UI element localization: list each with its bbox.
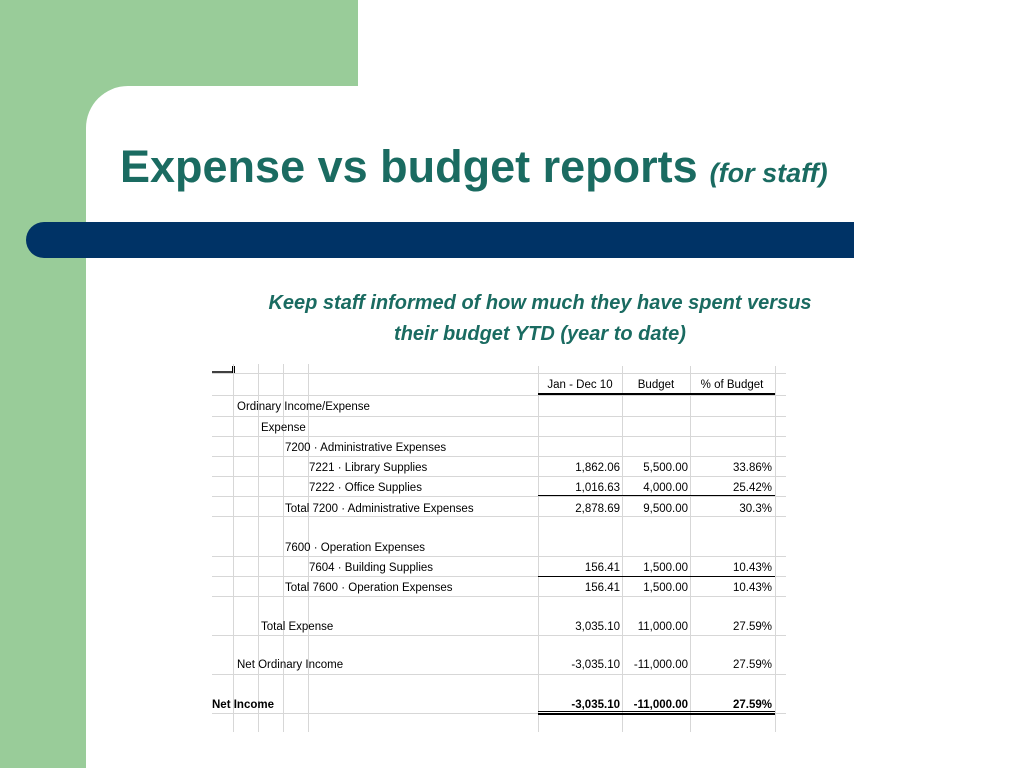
grid-hline	[212, 436, 786, 437]
report-row-label: Ordinary Income/Expense	[237, 401, 370, 413]
grid-vline	[283, 364, 284, 732]
report-value: 27.59%	[732, 699, 772, 711]
report-column-header: Jan - Dec 10	[547, 379, 613, 391]
grid-vline	[690, 366, 691, 732]
report-value: 11,000.00	[637, 621, 688, 633]
report-column-header: Budget	[637, 379, 675, 391]
grid-vline	[538, 366, 539, 732]
report-value: -3,035.10	[571, 659, 620, 671]
expense-budget-report	[208, 364, 788, 732]
grid-vline	[233, 364, 234, 732]
report-row-label: 7600 · Operation Expenses	[285, 542, 426, 554]
slide-title-main: Expense vs budget reports	[120, 141, 698, 192]
report-value: 9,500.00	[643, 503, 688, 515]
grid-vline	[622, 366, 623, 732]
grid-hline	[212, 674, 786, 675]
report-row-label: Net Ordinary Income	[237, 659, 344, 671]
report-row-label: 7221 · Library Supplies	[309, 462, 428, 474]
report-value: 27.59%	[732, 659, 772, 671]
grid-hline	[212, 416, 786, 417]
grid-hline	[212, 635, 786, 636]
grid-hline	[212, 516, 786, 517]
grid-vline	[258, 364, 259, 732]
subtotal-rule	[538, 576, 775, 577]
report-row-label: Total 7600 · Operation Expenses	[285, 582, 453, 594]
report-value: 156.41	[584, 582, 620, 594]
net-income-double-rule	[538, 714, 775, 715]
grid-hline	[212, 596, 786, 597]
report-value: 1,016.63	[575, 482, 620, 494]
grid-hline	[212, 373, 786, 374]
report-value: 27.59%	[732, 621, 772, 633]
grid-hline	[212, 456, 786, 457]
grid-vline	[775, 366, 776, 732]
report-row-label: Total 7200 · Administrative Expenses	[285, 503, 474, 515]
report-value: 25.42%	[732, 482, 772, 494]
report-column-header: % of Budget	[700, 379, 764, 391]
slide-title	[120, 140, 828, 194]
report-value: -3,035.10	[571, 699, 620, 711]
report-value: -11,000.00	[633, 659, 688, 671]
report-value: 1,500.00	[643, 582, 688, 594]
report-row-label: Total Expense	[261, 621, 334, 633]
subtitle-line-1: Keep staff informed of how much they have spent versus	[268, 292, 812, 314]
report-value: 156.41	[584, 562, 620, 574]
grid-hline	[212, 556, 786, 557]
report-row-label: 7200 · Administrative Expenses	[285, 442, 447, 454]
report-row-label: Expense	[261, 422, 306, 434]
report-value: 4,000.00	[643, 482, 688, 494]
report-row-label: Net Income	[212, 699, 274, 711]
slide-title-sub: (for staff)	[709, 158, 828, 188]
report-row-label: 7222 · Office Supplies	[309, 482, 422, 494]
slide-subtitle	[180, 288, 900, 350]
report-value: 1,862.06	[575, 462, 620, 474]
grid-hline	[212, 395, 786, 396]
grid-hline	[212, 496, 786, 497]
subtitle-line-2: their budget YTD (year to date)	[394, 323, 686, 345]
report-value: 2,878.69	[575, 503, 620, 515]
grid-hline	[212, 476, 786, 477]
subtotal-rule	[538, 495, 775, 496]
report-value: 10.43%	[732, 582, 772, 594]
report-value: 3,035.10	[575, 621, 620, 633]
report-value: 30.3%	[739, 503, 772, 515]
report-value: 5,500.00	[643, 462, 688, 474]
report-value: 1,500.00	[643, 562, 688, 574]
report-value: 33.86%	[732, 462, 772, 474]
report-value: 10.43%	[732, 562, 772, 574]
title-underline-bar	[26, 222, 854, 258]
report-row-label: 7604 · Building Supplies	[309, 562, 434, 574]
report-value: -11,000.00	[633, 699, 688, 711]
